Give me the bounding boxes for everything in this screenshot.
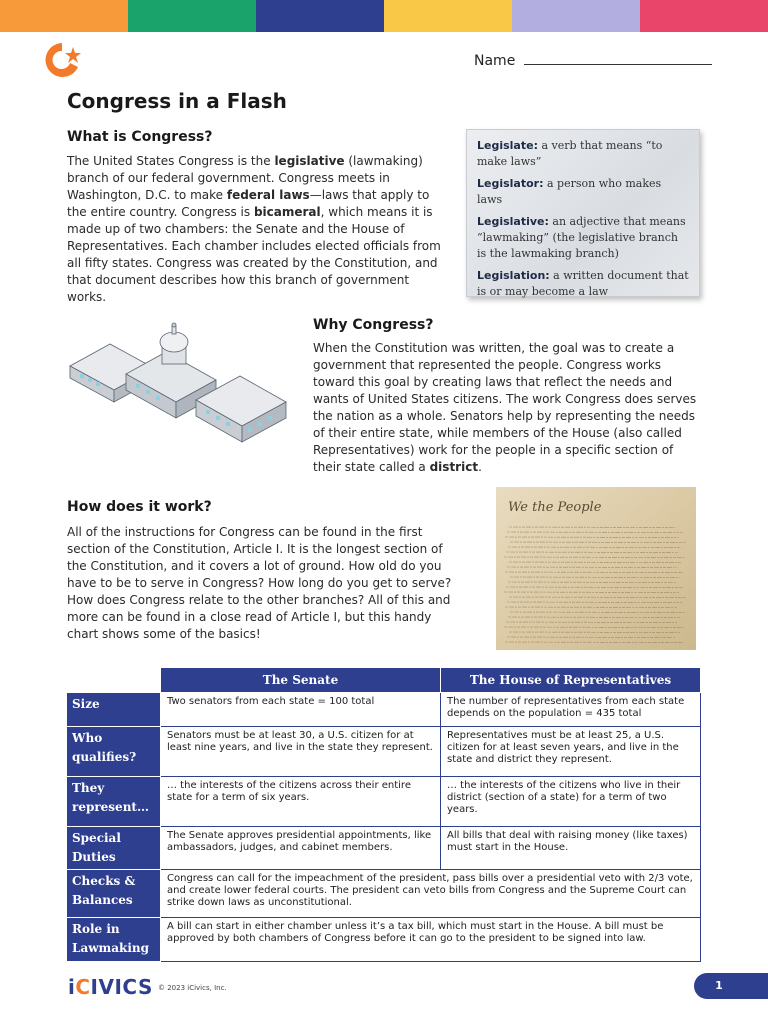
vocab-item — [477, 268, 689, 300]
icivics-logo-icon — [40, 41, 84, 79]
color-stripe — [512, 0, 640, 32]
senate-cell: The Senate approves presidential appointments, like ambassadors, judges, and cabinet members. — [161, 827, 441, 870]
text-segment: When the Constitution was written, the goal was to create a government that represented the people. Congress works toward this goal by creating laws that reflect the needs and wants of United States citizens. The work Congress does serves the nation as a whole. Senators help by representing the needs of their entire state, while members of the House (also called Representatives) work for the people in a specific section of their state called a — [313, 341, 697, 474]
page-number-badge — [694, 973, 768, 999]
congress-chart-table — [66, 667, 701, 962]
table-row — [67, 870, 701, 918]
column-header-senate: The Senate — [161, 668, 441, 693]
page-number: 1 — [715, 979, 723, 992]
page-title: Congress in a Flash — [67, 89, 287, 113]
vocab-definition: a written document that is or may become a law — [477, 269, 689, 298]
house-cell: All bills that deal with raising money (like taxes) must start in the House. — [441, 827, 701, 870]
senate-cell: Senators must be at least 30, a U.S. citizen for at least nine years, and live in the state they represent. — [161, 727, 441, 777]
color-stripe-bar — [0, 0, 768, 32]
table-row — [67, 777, 701, 827]
footer-icivics-logo: iCIVICS — [68, 975, 153, 999]
vocab-definition: a person who makes laws — [477, 177, 662, 206]
constitution-document-image — [496, 487, 696, 650]
vocab-term: Legislative: — [477, 215, 549, 228]
name-field[interactable] — [474, 52, 712, 69]
vocab-term: Legislate: — [477, 139, 538, 152]
house-cell: The number of representatives from each state depends on the population = 435 total — [441, 693, 701, 727]
vocab-item — [477, 176, 689, 208]
table-row — [67, 693, 701, 727]
color-stripe — [640, 0, 768, 32]
row-label: Special Duties — [67, 827, 161, 870]
copyright-text: © 2023 iCivics, Inc. — [158, 984, 227, 992]
bold-term: federal laws — [226, 188, 310, 202]
name-blank-line[interactable] — [524, 52, 712, 65]
text-segment: The United States Congress is the — [67, 154, 275, 168]
name-label: Name — [474, 53, 516, 69]
text-segment: . — [478, 460, 482, 474]
bold-term: bicameral — [253, 205, 321, 219]
capitol-building-image — [66, 318, 288, 460]
table-row — [67, 918, 701, 962]
what-paragraph — [67, 153, 449, 306]
vocab-definition: a verb that means “to make laws” — [477, 139, 663, 168]
what-heading: What is Congress? — [67, 129, 213, 145]
color-stripe — [0, 0, 128, 32]
bold-term: legislative — [274, 154, 345, 168]
table-row — [67, 727, 701, 777]
table-header-row — [67, 668, 701, 693]
constitution-heading: We the People — [508, 500, 602, 515]
text-segment: —laws that apply to the entire country. Congress is — [67, 188, 430, 219]
bold-term: district — [429, 460, 479, 474]
senate-cell: … the interests of the citizens across their entire state for a term of six years. — [161, 777, 441, 827]
column-header-house: The House of Representatives — [441, 668, 701, 693]
table-corner-cell — [67, 668, 161, 693]
how-paragraph: All of the instructions for Congress can be found in the first section of the Constitution, Article I. It is the longest section of the Constitution, and it covers a lot of ground. How old do you have to be to serve in Congress? How long do you get to serve? How does Congress relate to the other branches? All of this and more can be found in a close read of Article I, but this handy chart shows some of the basics! — [67, 525, 452, 641]
senate-cell: Two senators from each state = 100 total — [161, 693, 441, 727]
vocab-item — [477, 214, 689, 262]
why-heading: Why Congress? — [313, 317, 434, 333]
row-label: Role in Lawmaking — [67, 918, 161, 962]
house-cell: … the interests of the citizens who live in their district (section of a state) for a term of two years. — [441, 777, 701, 827]
vocab-item — [477, 138, 689, 170]
color-stripe — [384, 0, 512, 32]
vocab-definition: an adjective that means “lawmaking” (the legislative branch is the lawmaking branch) — [477, 215, 686, 260]
wide-cell: A bill can start in either chamber unless it’s a tax bill, which must start in the House. A bill must be approved by both chambers of Congress before it can go to the president to be signed into law. — [161, 918, 701, 962]
vocabulary-box — [466, 129, 700, 297]
why-paragraph — [313, 340, 700, 476]
text-segment: , which means it is made up of two chambers: the Senate and the House of Representatives. Each chamber includes elected officials from all fifty states. Congress was created by the Constitution, and that document describes how this branch of government works. — [67, 205, 441, 304]
color-stripe — [256, 0, 384, 32]
vocab-term: Legislation: — [477, 269, 550, 282]
row-label: Checks & Balances — [67, 870, 161, 918]
house-cell: Representatives must be at least 25, a U.S. citizen for at least seven years, and live in the state and district they represent. — [441, 727, 701, 777]
row-label: Size — [67, 693, 161, 727]
wide-cell: Congress can call for the impeachment of the president, pass bills over a presidential veto with 2/3 vote, and create lower federal courts. The president can veto bills from Congress and the Supreme Court can strike down laws as unconstitutional. — [161, 870, 701, 918]
text-segment: (lawmaking) branch of our federal government. Congress meets in Washington, D.C. to make — [67, 154, 423, 202]
color-stripe — [128, 0, 256, 32]
row-label: They represent… — [67, 777, 161, 827]
vocab-term: Legislator: — [477, 177, 544, 190]
table-row — [67, 827, 701, 870]
row-label: Who qualifies? — [67, 727, 161, 777]
how-heading: How does it work? — [67, 499, 212, 515]
